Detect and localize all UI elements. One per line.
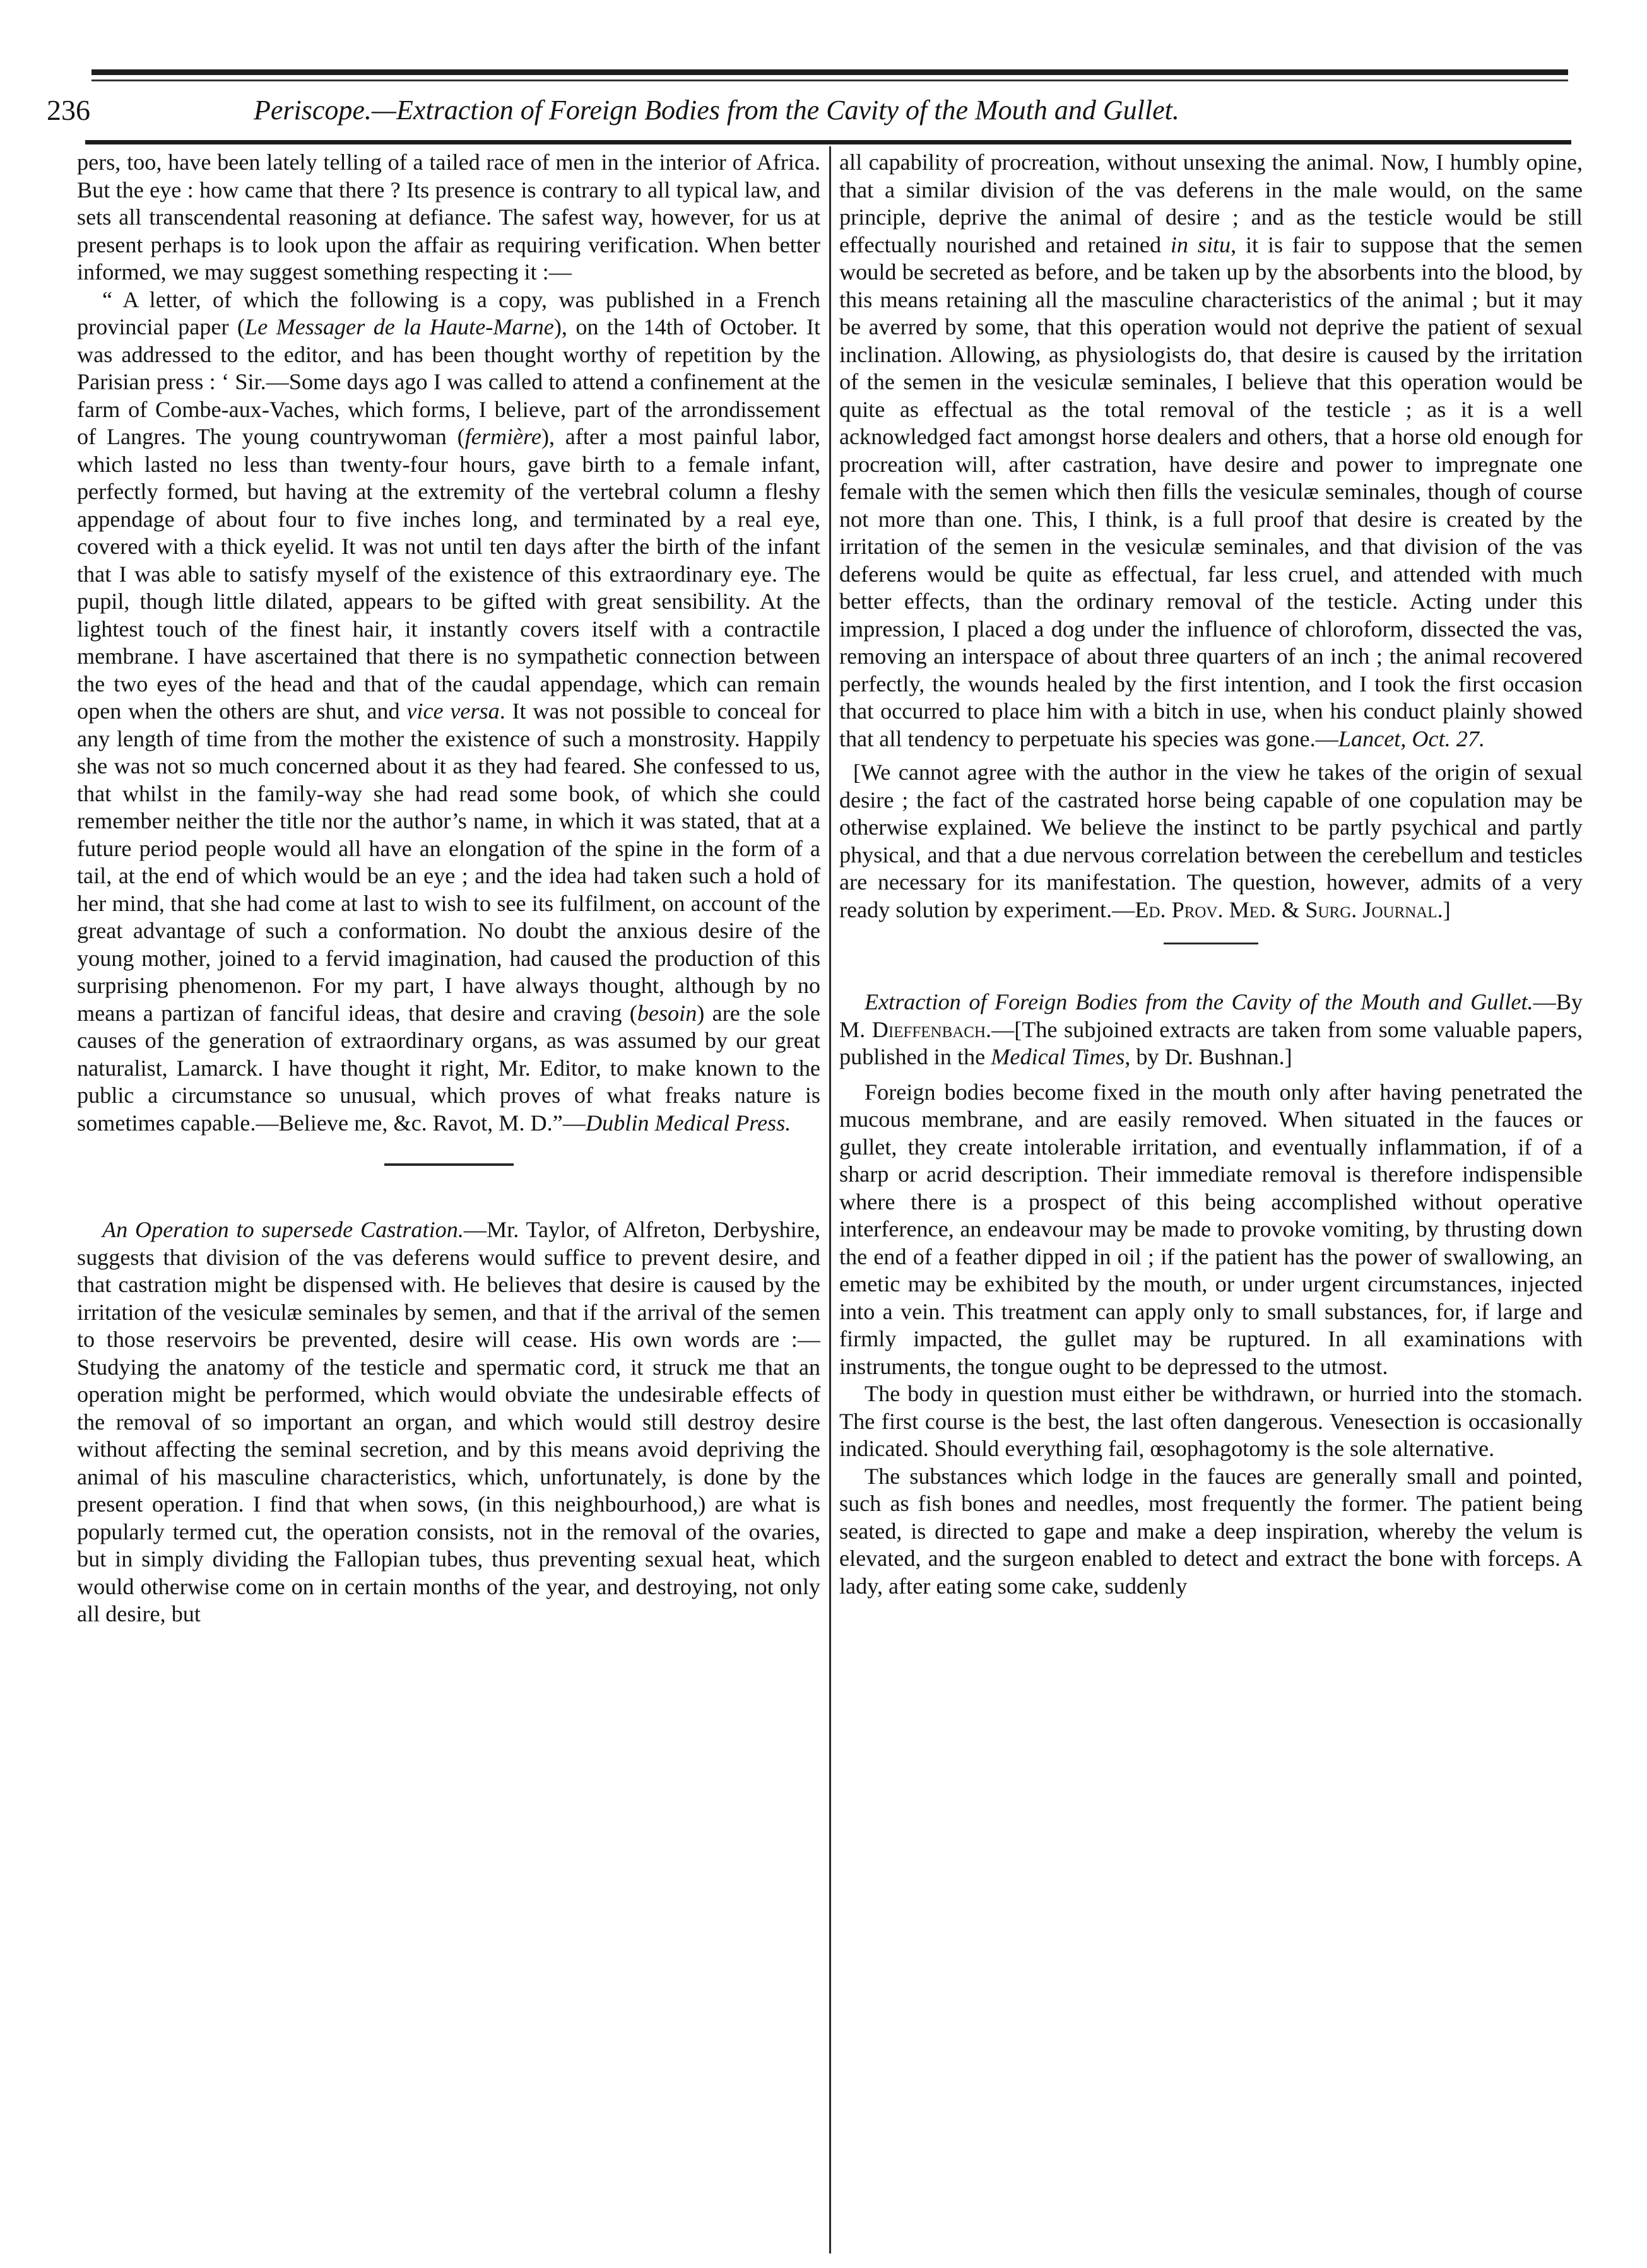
running-head <box>39 88 1569 132</box>
article-text: , it is fair to suppose that the semen would be secreted as before, and be taken up by the absorbents into the blood, by this means retaining all the masculine characteristics of the animal ; but it may be averred by some, that this operation would not deprive the patient of sexual inclination. Allowing, as physiologists do, that desire is caused by the irritation of the semen in the vesiculæ seminales, I believe that this operation would be quite as effectual as the total removal of the testicle ; as it is a well acknowledged fact amongst horse dealers and others, that a horse old enough for procreation will, after castration, have desire and power to impregnate one female with the semen which then fills the vesiculæ seminales, though of course not more than one. This, I think, is a full proof that desire is created by the irritation of the semen in the vesiculæ seminales, and that division of the vas deferens would be quite as effectual, far less cruel, and attended with much better effects, than the ordinary removal of the testicle. Acting under this impression, I placed a dog under the influence of chloroform, dissected the vas, removing an interspace of about three quarters of an inch ; the animal recovered perfectly, the wounds healed by the first intention, and I took the first occasion that occurred to place him with a bitch in use, when his conduct plainly showed that all tendency to perpetuate his species was gone.— <box>839 232 1583 751</box>
intro-text: , by Dr. Bushnan.] <box>1125 1044 1292 1069</box>
section-separator <box>384 1163 514 1166</box>
italic-term: vice versa <box>406 698 500 724</box>
paragraph-continued <box>839 149 1583 753</box>
journal-name: Medical Times <box>991 1044 1125 1069</box>
note-source: Ed. Prov. Med. & Surg. Journal. <box>1135 896 1443 922</box>
note-text: [We cannot agree with the author in the view he takes of the origin of sexual desire ; the fact of the castrated horse being capable of one copulation may be otherwise explained. We believe the instinct to be partly psychical and partly physical, and that a due nervous correlation between the cerebellum and testicles are necessary for its manifestation. The question, however, admits of a very ready solution by experiment.— <box>839 760 1583 922</box>
article-title: Extraction of Foreign Bodies from the Cavity of the Mouth and Gullet. <box>865 989 1533 1014</box>
letter-text: ), on the 14th of October. It was addressed to the editor, and has been thought worthy of repetition by the Parisian press : ‘ Sir.—Some days ago I was called to attend a confinement at the farm of Combe-aux-Vaches, which forms, I believe, part of the arrondissement of Langres. The young countrywoman ( <box>77 314 820 449</box>
paragraph: Foreign bodies become fixed in the mouth only after having penetrated the mucous membrane, and are easily removed. When situated in the fauces or gullet, they create intolerable irritation, and eventually inflammation, if of a sharp or acrid description. Their immediate removal is therefore indispensible where there is a prospect of this being accomplished without operative interference, an endeavour may be made to provoke vomiting, by thrusting down the end of a feather dipped in oil ; if the patient has the power of swallowing, an emetic may be exhibited by the mouth, or under urgent circumstances, injected into a vein. This treatment can apply only to small substances, for, if large and firmly impacted, the gullet may be ruptured. In all examinations with instruments, the tongue ought to be depressed to the utmost. <box>839 1079 1583 1379</box>
top-rule <box>92 69 1568 75</box>
source-citation: Lancet, Oct. 27. <box>1338 726 1485 751</box>
note-close: ] <box>1443 896 1451 922</box>
byline-prefix: —By M. <box>839 989 1583 1042</box>
italic-term: fermière <box>464 424 541 449</box>
article-text: —Mr. Taylor, of Alfreton, Derbyshire, suggests that division of the vas deferens would suffice to prevent desire, and that castration might be dispensed with. He believes that desire is caused by the irritation of the vesiculæ seminales by semen, and that if the arrival of the semen to those reservoirs be prevented, desire will cease. His own words are :—Studying the anatomy of the testicle and spermatic cord, it struck me that an operation might be performed, which would obviate the undesirable effects of the removal of so important an organ, and which would still destroy desire without affecting the seminal secretion, and by this means avoid depriving the animal of his masculine characteristics, which, unfortunately, is done by the present operation. I find that when sows, (in this neighbourhood,) are what is popularly termed cut, the operation consists, not in the removal of the ovaries, but in simply dividing the Fallopian tubes, thus preventing sexual heat, which would otherwise come on in certain months of the year, and destroying, not only all desire, but <box>77 1217 820 1626</box>
italic-term: in situ <box>1170 232 1231 257</box>
article-title: An Operation to supersede Castration. <box>102 1217 464 1242</box>
header-rule <box>85 140 1571 144</box>
article-text: all capability of procreation, without unsexing the animal. Now, I humbly opine, that a similar division of the vas deferens in the male would, on the same principle, deprive the animal of desire ; and as the testicle would be still effectually nourished and retained <box>839 150 1583 257</box>
source-citation: Dublin Medical Press. <box>585 1110 791 1136</box>
paragraph-continued: pers, too, have been lately telling of a tailed race of men in the interior of Africa. But the eye : how came that there ? Its presence is contrary to all typical law, and sets all transcendental reasoning at defiance. The safest way, however, for us at present perhaps is to look upon the affair as requiring verification. When better informed, we may suggest something respecting it :— <box>77 150 820 285</box>
right-column <box>839 149 1583 2250</box>
section-separator <box>1164 943 1258 944</box>
quoted-letter <box>77 286 820 1137</box>
paragraph: The body in question must either be withdrawn, or hurried into the stomach. The first course is the best, the last often dangerous. Venesection is occasionally indicated. Should everything fail, œsophagotomy is the sole alternative. <box>839 1381 1583 1461</box>
author-name: Dieffenbach. <box>871 1016 992 1042</box>
paragraph: The substances which lodge in the fauces are generally small and pointed, such as fish bones and needles, most frequently the former. The patient being seated, is directed to gape and make a deep inspiration, whereby the velum is elevated, and the surgeon enabled to detect and extract the bone with forceps. A lady, after eating some cake, suddenly <box>839 1463 1583 1599</box>
newspaper-name: Le Messager de la Haute-Marne <box>244 314 554 339</box>
italic-term: besoin <box>637 1000 697 1026</box>
article-extraction-heading <box>839 989 1583 1071</box>
top-rule-thin <box>92 79 1568 81</box>
column-divider <box>829 146 831 2253</box>
letter-text: ) are the sole causes of the generation of extraordinary organs, as was assumed by our great naturalist, Lamarck. I have thought it right, Mr. Editor, to make known to the public a circumstance so unusual, which proves of what freaks nature is sometimes capable.—Believe me, &c. Ravot, M. D.”— <box>77 1000 820 1136</box>
letter-text: ), after a most painful labor, which lasted no less than twenty-four hours, gave birth to a female infant, perfectly formed, but having at the extremity of the vertebral column a fleshy appendage of about four to five inches long, and terminated by a real eye, covered with a thick eyelid. It was not until ten days after the birth of the infant that I was able to satisfy myself of the existence of this extraordinary eye. The pupil, though little dilated, appears to be gifted with great sensibility. At the lightest touch of the finest hair, it instantly covers itself with a contractile membrane. I have ascertained that there is no sympathetic connection between the two eyes of the head and that of the caudal appendage, which can remain open when the others are shut, and <box>77 424 820 724</box>
intro-text: —[The subjoined extracts are taken from some valuable papers, published in the <box>839 1016 1583 1069</box>
editor-note <box>839 759 1583 924</box>
letter-text: “ A letter, of which the following is a copy, was published in a French provincial paper ( <box>77 286 820 339</box>
letter-text: . It was not possible to conceal for any length of time from the mother the existence of such a monstrosity. Happily she was not so much concerned about it as they had feared. She confessed to us, that whilst in the family-way she had read some book, of which she could remember neither the title nor the author’s name, in which it was stated, that at a future period people would all have an elongation of the spine in the form of a tail, at the end of which would be an eye ; and the idea had taken such a hold of her mind, that she had come at last to wish to see its fulfilment, on account of the great advantage of such a conformation. No doubt the anxious desire of the young mother, joined to a fervid imagination, had caused the production of this surprising phenomenon. For my part, I have always thought, although by no means a partizan of fanciful ideas, that desire and craving ( <box>77 698 820 1026</box>
left-column <box>77 149 820 2250</box>
page-number: 236 <box>47 94 90 126</box>
running-title: Periscope.—Extraction of Foreign Bodies from the Cavity of the Mouth and Gullet. <box>254 95 1179 126</box>
article-castration <box>77 1216 820 1628</box>
